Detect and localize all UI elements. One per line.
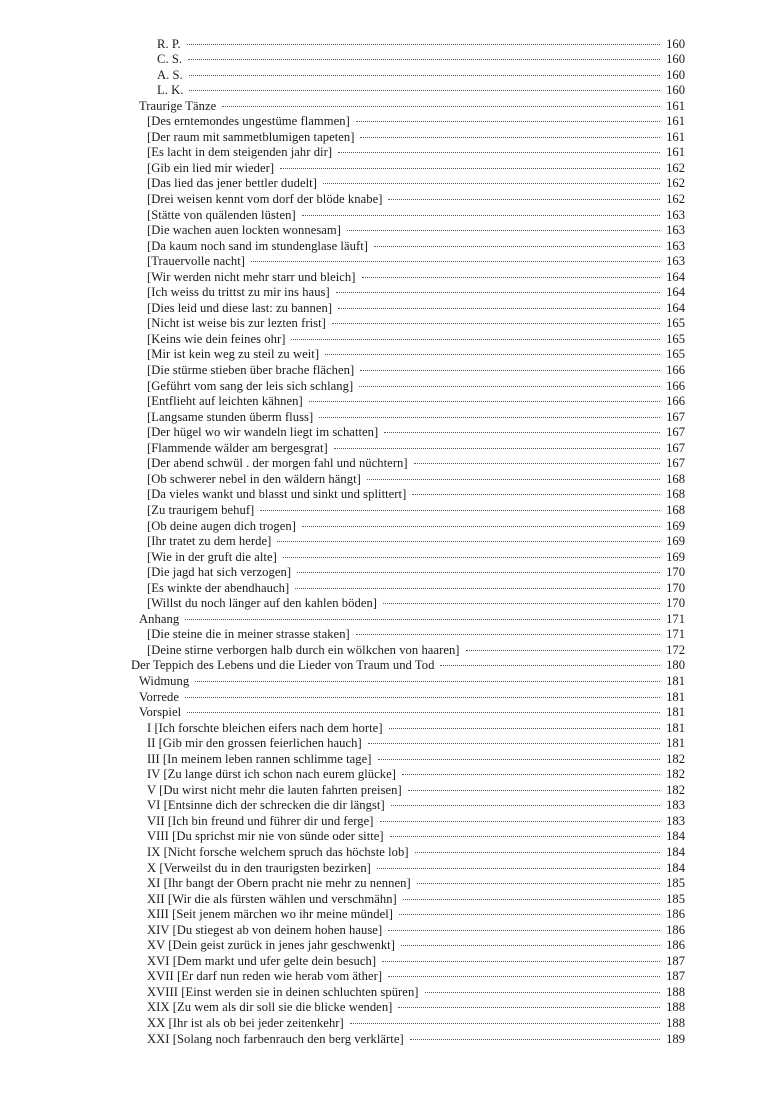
toc-entry-title: VI [Entsinne dich der schrecken die dir längst]: [147, 798, 385, 813]
toc-dot-leader: [425, 980, 660, 996]
toc-entry[interactable]: [0, 732, 685, 751]
toc-entry-page-number: 172: [666, 642, 685, 657]
toc-dot-leader: [189, 63, 660, 79]
toc-entry-page-number: 184: [666, 860, 685, 875]
toc-entry[interactable]: [0, 203, 685, 222]
toc-entry-page-number: 163: [666, 207, 685, 222]
toc-entry-title: IV [Zu lange dürst ich schon nach eurem glücke]: [147, 767, 397, 782]
toc-entry[interactable]: [0, 498, 685, 517]
toc-entry-page-number: 162: [666, 192, 685, 207]
toc-entry[interactable]: [0, 576, 685, 595]
toc-entry[interactable]: [0, 327, 685, 346]
toc-entry-title: [Ich weiss du trittst zu mir ins haus]: [147, 285, 330, 300]
toc-entry[interactable]: [0, 918, 685, 937]
toc-entry-title: [Die wachen auen lockten wonnesam]: [147, 223, 342, 238]
toc-dot-leader: [415, 840, 660, 856]
toc-dot-leader: [195, 669, 660, 685]
toc-dot-leader: [360, 358, 660, 374]
toc-entry-page-number: 163: [666, 254, 685, 269]
toc-entry[interactable]: [0, 219, 685, 238]
toc-dot-leader: [403, 887, 660, 903]
toc-dot-leader: [401, 934, 660, 950]
toc-entry-title: VII [Ich bin freund und führer dir und ferge]: [147, 813, 374, 828]
toc-entry[interactable]: [0, 467, 685, 486]
toc-entry-title: [Trauervolle nacht]: [147, 254, 246, 269]
toc-entry[interactable]: [0, 825, 685, 844]
toc-entry-page-number: 170: [666, 596, 685, 611]
toc-dot-leader: [251, 250, 660, 266]
toc-entry[interactable]: [0, 374, 685, 393]
toc-dot-leader: [187, 701, 660, 717]
toc-dot-leader: [399, 903, 660, 919]
toc-entry-page-number: 188: [666, 984, 685, 999]
toc-entry-page-number: 165: [666, 331, 685, 346]
toc-entry-title: [Zu traurigem behuf]: [147, 502, 255, 517]
toc-entry-title: [Das lied das jener bettler dudelt]: [147, 176, 317, 191]
toc-entry-page-number: 188: [666, 1016, 685, 1030]
toc-entry-title: [Geführt vom sang der leis sich schlang]: [147, 378, 354, 393]
toc-entry-page-number: 185: [666, 891, 685, 906]
toc-entry-page-number: 188: [666, 1000, 685, 1015]
toc-dot-leader: [383, 592, 660, 608]
toc-dot-leader: [414, 452, 660, 468]
toc-entry-page-number: 164: [666, 269, 685, 284]
toc-entry-page-number: 181: [666, 705, 685, 720]
toc-entry-title: XIX [Zu wem als dir soll sie die blicke wenden]: [147, 1000, 393, 1015]
toc-entry-title: VIII [Du sprichst mir nie von sünde oder sitte]: [147, 829, 384, 844]
toc-entry-page-number: 189: [666, 1031, 685, 1046]
toc-entry-title: [Flammende wälder am bergesgrat]: [147, 440, 328, 455]
toc-entry-title: [Da kaum noch sand im stundenglase läuft]: [147, 238, 368, 253]
toc-entry-page-number: 163: [666, 223, 685, 238]
toc-entry-title: I [Ich forschte bleichen eifers nach dem horte]: [147, 720, 383, 735]
toc-dot-leader: [350, 1011, 660, 1027]
toc-entry-page-number: 168: [666, 502, 685, 517]
toc-entry-title: [Es lacht in dem steigenden jahr dir]: [147, 145, 333, 160]
toc-entry-title: X [Verweilst du in den traurigsten bezirken]: [147, 860, 371, 875]
toc-entry-title: XI [Ihr bangt der Obern pracht nie mehr zu nennen]: [147, 876, 411, 891]
toc-entry[interactable]: [0, 250, 685, 269]
toc-entry[interactable]: [0, 141, 685, 160]
toc-entry-page-number: 170: [666, 580, 685, 595]
toc-entry[interactable]: [0, 63, 685, 82]
toc-entry[interactable]: [0, 32, 685, 51]
toc-dot-leader: [185, 607, 660, 623]
toc-dot-leader: [277, 530, 660, 546]
toc-dot-leader: [388, 918, 660, 934]
toc-entry[interactable]: [0, 887, 685, 906]
toc-entry[interactable]: [0, 965, 685, 984]
toc-entry-title: [Langsame stunden überm fluss]: [147, 409, 314, 424]
toc-entry-title: [Gib ein lied mir wieder]: [147, 160, 275, 175]
toc-entry-page-number: 187: [666, 953, 685, 968]
toc-entry-page-number: 186: [666, 907, 685, 922]
toc-entry-page-number: 160: [666, 83, 685, 98]
toc-entry-title: L. K.: [157, 83, 184, 98]
toc-entry[interactable]: [0, 1011, 685, 1030]
toc-entry[interactable]: [0, 265, 685, 284]
toc-dot-leader: [417, 872, 660, 888]
toc-entry[interactable]: [0, 390, 685, 409]
toc-entry-page-number: 180: [666, 658, 685, 673]
toc-entry-title: [Entflieht auf leichten kähnen]: [147, 394, 303, 409]
toc-entry-title: [Des erntemondes ungestüme flammen]: [147, 114, 350, 129]
toc-entry-page-number: 161: [666, 98, 685, 113]
toc-dot-leader: [367, 467, 660, 483]
toc-entry-page-number: 169: [666, 534, 685, 549]
toc-entry-page-number: 182: [666, 767, 685, 782]
toc-entry-title: R. P.: [157, 36, 181, 51]
toc-entry[interactable]: [0, 1027, 685, 1046]
toc-dot-leader: [222, 94, 660, 110]
toc-entry-page-number: 160: [666, 52, 685, 67]
toc-dot-leader: [388, 187, 660, 203]
toc-entry-title: Vorspiel: [139, 705, 182, 720]
toc-dot-leader: [325, 343, 660, 359]
toc-entry[interactable]: [0, 856, 685, 875]
toc-entry-title: V [Du wirst nicht mehr die lauten fahrten preisen]: [147, 782, 402, 797]
toc-dot-leader: [302, 203, 660, 219]
toc-entry-title: [Der hügel wo wir wandeln liegt im schatten]: [147, 425, 379, 440]
toc-entry-title: [Wir werden nicht mehr starr und bleich]: [147, 269, 356, 284]
toc-entry-page-number: 183: [666, 798, 685, 813]
toc-entry-title: [Keins wie dein feines ohr]: [147, 331, 286, 346]
toc-dot-leader: [384, 421, 660, 437]
toc-entry-title: [Deine stirne verborgen halb durch ein wölkchen von haaren]: [147, 642, 460, 657]
toc-entry-title: [Mir ist kein weg zu steil zu weit]: [147, 347, 320, 362]
toc-entry[interactable]: [0, 94, 685, 113]
toc-entry-title: [Ob deine augen dich trogen]: [147, 518, 296, 533]
toc-entry-page-number: 187: [666, 969, 685, 984]
toc-entry-page-number: 182: [666, 782, 685, 797]
toc-entry-page-number: 160: [666, 36, 685, 51]
toc-dot-leader: [295, 576, 660, 592]
toc-dot-leader: [377, 856, 660, 872]
toc-entry[interactable]: [0, 172, 685, 191]
toc-entry-page-number: 165: [666, 347, 685, 362]
toc-dot-leader: [359, 374, 660, 390]
toc-entry[interactable]: [0, 421, 685, 440]
toc-entry-page-number: 170: [666, 565, 685, 580]
toc-dot-leader: [187, 32, 660, 48]
toc-dot-leader: [356, 623, 660, 639]
toc-entry-page-number: 166: [666, 378, 685, 393]
toc-entry-title: XIV [Du stiegest ab von deinem hohen hause]: [147, 922, 383, 937]
toc-dot-leader: [362, 265, 660, 281]
toc-entry-title: XVI [Dem markt und ufer gelte dein besuch]: [147, 953, 377, 968]
toc-entry-page-number: 161: [666, 114, 685, 129]
toc-dot-leader: [189, 79, 660, 95]
toc-dot-leader: [185, 685, 660, 701]
toc-entry-title: Der Teppich des Lebens und die Lieder von Traum und Tod: [131, 658, 435, 673]
toc-entry[interactable]: [0, 312, 685, 331]
toc-entry[interactable]: [0, 281, 685, 300]
toc-dot-leader: [380, 809, 660, 825]
toc-entry-title: [Der abend schwül . der morgen fahl und nüchtern]: [147, 456, 408, 471]
toc-entry-title: C. S.: [157, 52, 183, 67]
toc-entry[interactable]: [0, 530, 685, 549]
toc-entry[interactable]: [0, 187, 685, 207]
toc-entry-page-number: 167: [666, 456, 685, 471]
toc-entry-title: XVIII [Einst werden sie in deinen schluchten spüren]: [147, 984, 419, 999]
toc-entry-title: XVII [Er darf nun reden wie herab vom äther]: [147, 969, 383, 984]
toc-entry-page-number: 184: [666, 829, 685, 844]
toc-entry[interactable]: [0, 934, 685, 953]
toc-entry[interactable]: [0, 809, 685, 828]
toc-dot-leader: [412, 483, 660, 499]
toc-entry[interactable]: [0, 638, 685, 657]
toc-entry-page-number: 166: [666, 363, 685, 378]
toc-dot-leader: [440, 654, 660, 670]
toc-entry-page-number: 183: [666, 813, 685, 828]
toc-entry[interactable]: [0, 763, 685, 782]
toc-entry-page-number: 164: [666, 300, 685, 315]
toc-entry-title: [Da vieles wankt und blasst und sinkt und splittert]: [147, 487, 407, 502]
toc-dot-leader: [402, 763, 660, 779]
toc-entry[interactable]: [0, 794, 685, 813]
toc-entry-title: [Die steine die in meiner strasse staken]: [147, 627, 350, 642]
toc-entry-page-number: 161: [666, 145, 685, 160]
toc-entry-page-number: 162: [666, 160, 685, 175]
toc-dot-leader: [319, 405, 660, 421]
toc-entry-page-number: 181: [666, 673, 685, 688]
toc-entry-title: XX [Ihr ist als ob bei jeder zeitenkehr]: [147, 1016, 344, 1030]
toc-entry[interactable]: [0, 716, 685, 735]
toc-dot-leader: [336, 281, 660, 297]
table-of-contents: [0, 32, 770, 1046]
toc-dot-leader: [391, 794, 660, 810]
toc-entry[interactable]: [0, 623, 685, 642]
toc-entry-title: [Wie in der gruft die alte]: [147, 549, 277, 564]
toc-dot-leader: [280, 156, 660, 172]
toc-dot-leader: [188, 48, 660, 64]
toc-entry[interactable]: [0, 949, 685, 968]
toc-dot-leader: [338, 141, 660, 157]
toc-dot-leader: [398, 996, 660, 1012]
toc-entry[interactable]: [0, 452, 685, 471]
toc-entry-page-number: 185: [666, 876, 685, 891]
toc-entry-page-number: 181: [666, 720, 685, 735]
toc-entry[interactable]: [0, 980, 685, 999]
toc-entry[interactable]: [0, 436, 685, 455]
toc-entry-page-number: 167: [666, 440, 685, 455]
toc-entry-page-number: 165: [666, 316, 685, 331]
toc-entry[interactable]: [0, 607, 685, 626]
toc-entry-title: IX [Nicht forsche welchem spruch das höchste lob]: [147, 844, 409, 859]
toc-entry-page-number: 169: [666, 518, 685, 533]
toc-entry[interactable]: [0, 405, 685, 424]
toc-dot-leader: [389, 716, 660, 732]
toc-entry-title: [Dies leid und diese last: zu bannen]: [147, 300, 333, 315]
toc-entry-title: XIII [Seit jenem märchen wo ihr meine mündel]: [147, 907, 393, 922]
toc-entry-title: [Es winkte der abendhauch]: [147, 580, 290, 595]
toc-entry-title: Vorrede: [139, 689, 179, 704]
toc-entry-page-number: 171: [666, 611, 685, 626]
toc-entry-page-number: 186: [666, 938, 685, 953]
toc-entry-page-number: 167: [666, 425, 685, 440]
toc-dot-leader: [368, 732, 660, 748]
toc-entry[interactable]: [0, 592, 685, 611]
toc-entry[interactable]: [0, 483, 685, 502]
toc-entry-page-number: 164: [666, 285, 685, 300]
toc-entry[interactable]: [0, 872, 685, 891]
toc-entry-title: XII [Wir die als fürsten wählen und verschmähn]: [147, 891, 397, 906]
toc-entry-title: [Die stürme stieben über brache flächen]: [147, 363, 355, 378]
toc-entry[interactable]: [0, 747, 685, 766]
toc-entry-title: [Ihr tratet zu dem herde]: [147, 534, 272, 549]
toc-dot-leader: [360, 125, 660, 141]
toc-entry-title: [Die jagd hat sich verzogen]: [147, 565, 292, 580]
toc-dot-leader: [297, 561, 660, 577]
toc-entry-title: Widmung: [139, 673, 190, 688]
toc-entry-title: A. S.: [157, 67, 183, 82]
toc-dot-leader: [302, 514, 660, 530]
toc-entry-page-number: 163: [666, 238, 685, 253]
toc-dot-leader: [332, 312, 660, 328]
toc-dot-leader: [374, 234, 660, 250]
toc-dot-leader: [338, 296, 660, 312]
toc-entry[interactable]: [0, 358, 685, 378]
toc-entry-page-number: 184: [666, 844, 685, 859]
toc-entry-page-number: 168: [666, 471, 685, 486]
toc-entry-title: [Drei weisen kennt vom dorf der blöde knabe]: [147, 192, 383, 207]
toc-entry[interactable]: [0, 685, 685, 704]
toc-entry[interactable]: [0, 156, 685, 175]
toc-entry-page-number: 171: [666, 627, 685, 642]
toc-entry[interactable]: [0, 296, 685, 315]
toc-entry[interactable]: [0, 234, 685, 253]
toc-entry[interactable]: [0, 79, 685, 98]
toc-entry-page-number: 167: [666, 409, 685, 424]
toc-entry-page-number: 162: [666, 176, 685, 191]
toc-entry[interactable]: [0, 701, 685, 720]
toc-dot-leader: [260, 498, 660, 514]
toc-entry[interactable]: [0, 343, 685, 362]
toc-entry-page-number: 160: [666, 67, 685, 82]
toc-entry[interactable]: [0, 840, 685, 859]
toc-entry[interactable]: [0, 110, 685, 129]
toc-dot-leader: [390, 825, 660, 841]
toc-dot-leader: [378, 747, 661, 763]
toc-entry-page-number: 161: [666, 129, 685, 144]
toc-entry-page-number: 182: [666, 751, 685, 766]
toc-entry-title: XV [Dein geist zurück in jenes jahr geschwenkt]: [147, 938, 395, 953]
toc-entry-title: Anhang: [139, 611, 180, 626]
toc-entry[interactable]: [0, 514, 685, 533]
toc-dot-leader: [283, 545, 660, 561]
toc-dot-leader: [382, 949, 660, 965]
toc-dot-leader: [291, 327, 660, 343]
toc-entry-page-number: 168: [666, 487, 685, 502]
toc-entry[interactable]: [0, 545, 685, 564]
toc-dot-leader: [388, 965, 660, 981]
toc-entry-page-number: 169: [666, 549, 685, 564]
toc-dot-leader: [334, 436, 660, 452]
toc-entry-title: [Willst du noch länger auf den kahlen böden]: [147, 596, 378, 611]
toc-dot-leader: [356, 110, 660, 126]
toc-dot-leader: [347, 219, 660, 235]
toc-dot-leader: [408, 778, 660, 794]
toc-entry-title: III [In meinem leben rannen schlimme tage]: [147, 751, 372, 766]
toc-entry-page-number: 186: [666, 922, 685, 937]
toc-entry[interactable]: [0, 996, 685, 1015]
toc-dot-leader: [410, 1027, 660, 1043]
toc-dot-leader: [466, 638, 660, 654]
toc-entry[interactable]: [0, 654, 685, 673]
toc-entry-title: II [Gib mir den grossen feierlichen hauch]: [147, 736, 362, 751]
toc-entry-title: [Der raum mit sammetblumigen tapeten]: [147, 129, 355, 144]
toc-entry-page-number: 181: [666, 689, 685, 704]
toc-entry-page-number: 166: [666, 394, 685, 409]
toc-entry-title: [Nicht ist weise bis zur lezten frist]: [147, 316, 326, 331]
toc-entry[interactable]: [0, 48, 685, 67]
toc-entry-page-number: 181: [666, 736, 685, 751]
toc-entry-title: [Ob schwerer nebel in den wäldern hängt]: [147, 471, 361, 486]
toc-dot-leader: [323, 172, 660, 188]
toc-entry-title: Traurige Tänze: [139, 98, 217, 113]
toc-entry-title: [Stätte von quälenden lüsten]: [147, 207, 296, 222]
toc-entry[interactable]: [0, 669, 685, 688]
toc-entry[interactable]: [0, 778, 685, 797]
toc-entry[interactable]: [0, 903, 685, 922]
toc-entry-title: XXI [Solang noch farbenrauch den berg verklärte]: [147, 1031, 404, 1046]
toc-entry[interactable]: [0, 561, 685, 580]
toc-entry[interactable]: [0, 125, 685, 144]
toc-dot-leader: [309, 390, 660, 406]
